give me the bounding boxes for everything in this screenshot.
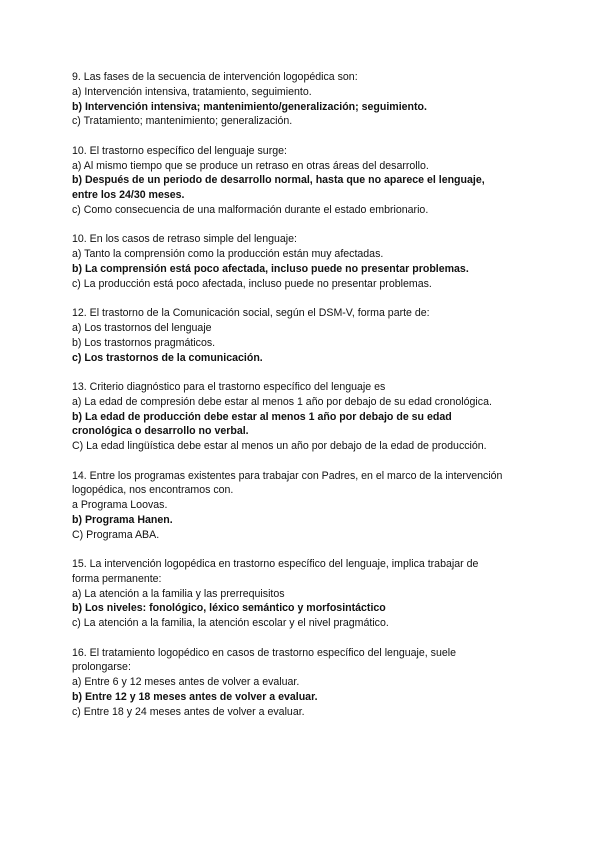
answer-option: a) Los trastornos del lenguaje xyxy=(72,321,212,334)
answer-option: a) La atención a la familia y las prerrequisitos xyxy=(72,587,285,600)
correct-answer: b) Después de un periodo de desarrollo normal, hasta que no aparece el lenguaje, xyxy=(72,174,485,187)
question-block xyxy=(72,469,560,543)
question-text: forma permanente: xyxy=(72,572,162,585)
answer-option: a) Tanto la comprensión como la producción están muy afectadas. xyxy=(72,248,384,261)
question-text: 15. La intervención logopédica en trastorno específico del lenguaje, implica trabajar de xyxy=(72,558,479,571)
question-text: 12. El trastorno de la Comunicación social, según el DSM-V, forma parte de: xyxy=(72,307,430,320)
correct-answer: b) Entre 12 y 18 meses antes de volver a evaluar. xyxy=(72,691,318,704)
question-block xyxy=(72,144,560,218)
correct-answer: cronológica o desarrollo no verbal. xyxy=(72,425,249,438)
question-text: 16. El tratamiento logopédico en casos de trastorno específico del lenguaje, suele xyxy=(72,646,456,659)
answer-option: b) Los trastornos pragmáticos. xyxy=(72,336,216,349)
answer-option: c) Entre 18 y 24 meses antes de volver a evaluar. xyxy=(72,705,305,718)
question-block xyxy=(72,380,560,454)
question-list xyxy=(72,70,560,720)
question-text: prolongarse: xyxy=(72,661,131,674)
correct-answer: b) Programa Hanen. xyxy=(72,513,173,526)
answer-option: c) Tratamiento; mantenimiento; generalización. xyxy=(72,115,293,128)
question-text: 10. En los casos de retraso simple del lenguaje: xyxy=(72,233,297,246)
answer-option: c) Como consecuencia de una malformación durante el estado embrionario. xyxy=(72,203,429,216)
answer-option: a Programa Loovas. xyxy=(72,499,168,512)
question-text: 10. El trastorno específico del lenguaje surge: xyxy=(72,144,287,157)
answer-option: a) Entre 6 y 12 meses antes de volver a evaluar. xyxy=(72,676,300,689)
answer-option: a) Intervención intensiva, tratamiento, seguimiento. xyxy=(72,85,312,98)
answer-option: a) Al mismo tiempo que se produce un retraso en otras áreas del desarrollo. xyxy=(72,159,429,172)
question-block xyxy=(72,646,560,720)
question-text: 13. Criterio diagnóstico para el trastorno específico del lenguaje es xyxy=(72,380,386,393)
correct-answer: b) Intervención intensiva; mantenimiento/generalización; seguimiento. xyxy=(72,100,427,113)
correct-answer: entre los 24/30 meses. xyxy=(72,189,185,202)
answer-option: c) La producción está poco afectada, incluso puede no presentar problemas. xyxy=(72,277,432,290)
question-block xyxy=(72,557,560,631)
answer-option: a) La edad de compresión debe estar al menos 1 año por debajo de su edad cronológica. xyxy=(72,395,492,408)
answer-option: C) Programa ABA. xyxy=(72,528,160,541)
question-block xyxy=(72,232,560,291)
correct-answer: c) Los trastornos de la comunicación. xyxy=(72,351,263,364)
answer-option: c) La atención a la familia, la atención escolar y el nivel pragmático. xyxy=(72,617,389,630)
question-text: 9. Las fases de la secuencia de intervención logopédica son: xyxy=(72,71,358,83)
question-text: 14. Entre los programas existentes para trabajar con Padres, en el marco de la intervención xyxy=(72,469,503,482)
correct-answer: b) La comprensión está poco afectada, incluso puede no presentar problemas. xyxy=(72,262,469,275)
question-block xyxy=(72,306,560,365)
answer-option: C) La edad lingüística debe estar al menos un año por debajo de la edad de producción. xyxy=(72,440,487,453)
correct-answer: b) La edad de producción debe estar al menos 1 año por debajo de su edad xyxy=(72,410,452,423)
correct-answer: b) Los niveles: fonológico, léxico semántico y morfosintáctico xyxy=(72,602,386,615)
question-block xyxy=(72,70,560,129)
question-text: logopédica, nos encontramos con. xyxy=(72,484,234,497)
